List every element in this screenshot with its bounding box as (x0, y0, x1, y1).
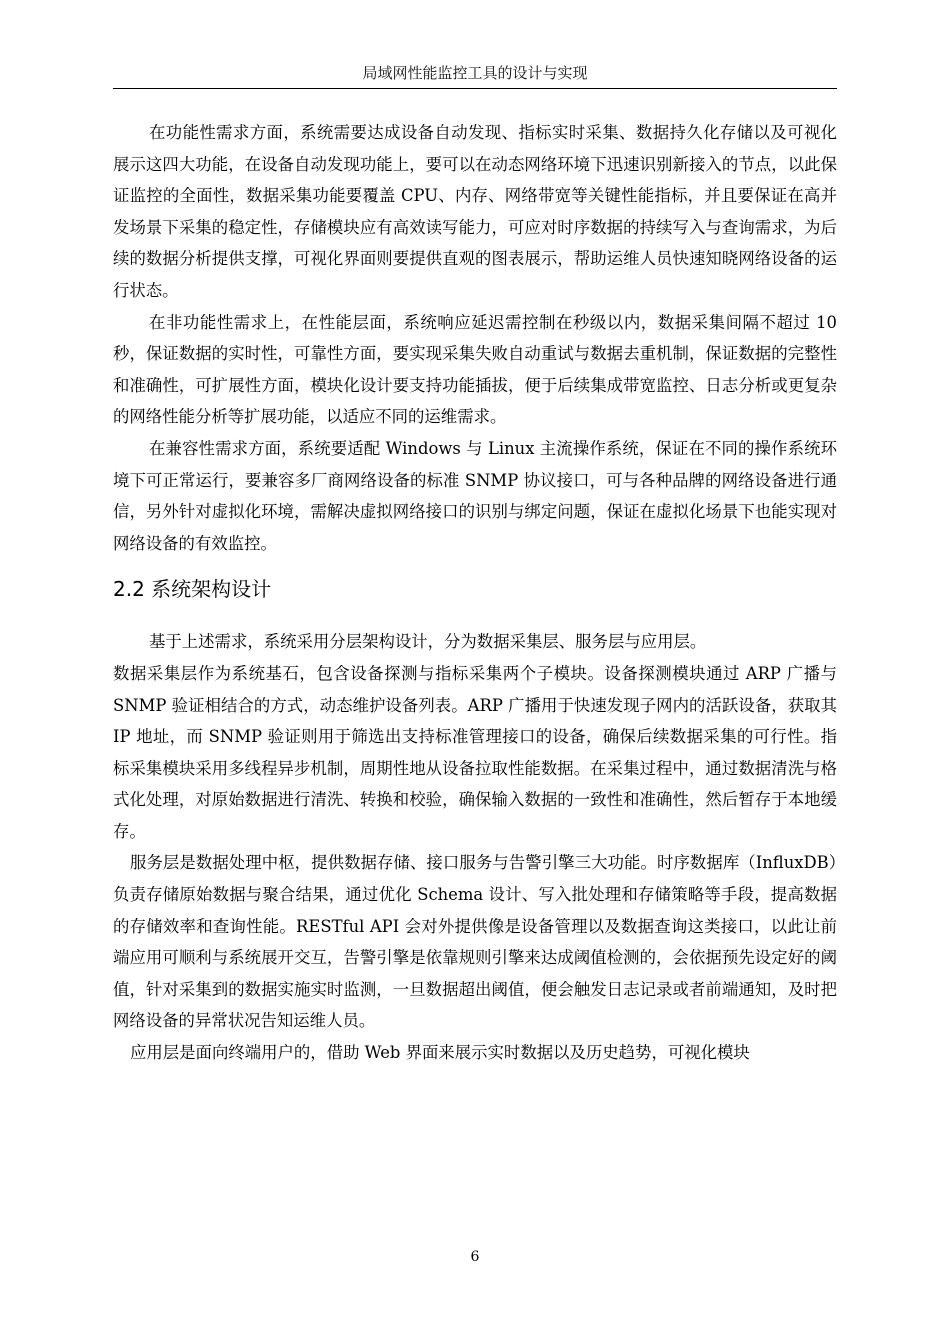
page-number: 6 (470, 1249, 480, 1265)
header-divider (113, 88, 837, 89)
section-title: 2.2 系统架构设计 (113, 577, 272, 602)
paragraph-compatibility-requirements: 在兼容性需求方面，系统要适配 Windows 与 Linux 主流操作系统，保证在不同的操作系统环境下可正常运行，要兼容多厂商网络设备的标准 SNMP 协议接口，可与各种品牌的网络设备进行通信，另外针对虚拟化环境，需解决虚拟网络接口的识别与绑定问题，保证在虚拟化场景下也能实现对网络设备的有效监控。 (113, 438, 837, 553)
main-content (113, 117, 837, 1069)
paragraph-application-layer: 应用层是面向终端用户的，借助 Web 界面来展示实时数据以及历史趋势，可视化模块 (130, 1043, 750, 1063)
running-header: 局域网性能监控工具的设计与实现 (362, 64, 588, 82)
paragraph-service-layer: 服务层是数据处理中枢，提供数据存储、接口服务与告警引擎三大功能。时序数据库（InfluxDB）负责存储原始数据与聚合结果，通过优化 Schema 设计、写入批处理和存储策略等手段，提高数据的存储效率和查询性能。RESTful API 会对外提供像是设备管理以及数据查询这类接口，以此让前端应用可顺利与系统展开交互，告警引擎是依靠规则引擎来达成阈值检测的，会依据预先设定好的阈值，针对采集到的数据实施实时监测，一旦数据超出阈值，便会触发日志记录或者前端通知，及时把网络设备的异常状况告知运维人员。 (113, 853, 837, 1031)
paragraph-nonfunctional-requirements: 在非功能性需求上，在性能层面，系统响应延迟需控制在秒级以内，数据采集间隔不超过 10 秒，保证数据的实时性，可靠性方面，要实现采集失败自动重试与数据去重机制，保证数据的完整性和准确性，可扩展性方面，模块化设计要支持功能插拔，便于后续集成带宽监控、日志分析或更复杂的网络性能分析等扩展功能，以适应不同的运维需求。 (113, 312, 837, 427)
paragraph-architecture-intro: 基于上述需求，系统采用分层架构设计，分为数据采集层、服务层与应用层。 (149, 632, 707, 652)
paragraph-functional-requirements: 在功能性需求方面，系统需要达成设备自动发现、指标实时采集、数据持久化存储以及可视化展示这四大功能，在设备自动发现功能上，要可以在动态网络环境下迅速识别新接入的节点，以此保证监控的全面性，数据采集功能要覆盖 CPU、内存、网络带宽等关键性能指标，并且要保证在高并发场景下采集的稳定性，存储模块应有高效读写能力，可应对时序数据的持续写入与查询需求，为后续的数据分析提供支撑，可视化界面则要提供直观的图表展示，帮助运维人员快速知晓网络设备的运行状态。 (113, 123, 837, 300)
paragraph-collection-layer: 数据采集层作为系统基石，包含设备探测与指标采集两个子模块。设备探测模块通过 ARP 广播与 SNMP 验证相结合的方式，动态维护设备列表。ARP 广播用于快速发现子网内的活跃设备，获取其 IP 地址，而 SNMP 验证则用于筛选出支持标准管理接口的设备，确保后续数据采集的可行性。指标采集模块采用多线程异步机制，周期性地从设备拉取性能数据。在采集过程中，通过数据清洗与格式化处理，对原始数据进行清洗、转换和校验，确保输入数据的一致性和准确性，然后暂存于本地缓存。 (113, 663, 837, 841)
